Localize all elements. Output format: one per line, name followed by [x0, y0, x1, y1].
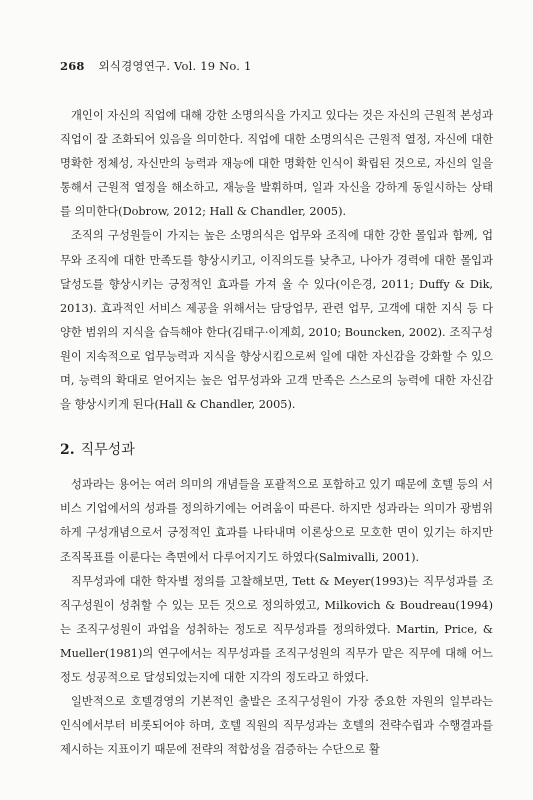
body-paragraph: 조직의 구성원들이 가지는 높은 소명의식은 업무와 조직에 대한 강한 몰입과 함께, 업무와 조직에 대한 만족도를 향상시키고, 이직의도를 낮추고, 나아가 경력에 대한 몰입과 달성도를 향상시키는 긍정적인 효과를 가져 올 수 있다(이은경, 2011; Duffy & Dik, 2013). 효과적인 서비스 제공을 위해서는 담당업무, 관련 업무, 고객에 대한 지식 등 다양한 범위의 지식을 습득해야 한다(김태구·이계희, 2010; Bouncken, 2002). 조직구성원이 지속적으로 업무능력과 지식을 향상시킴으로써 일에 대한 자신감을 강화할 수 있으며, 능력의 확대로 얻어지는 높은 업무성과와 고객 만족은 스스로의 능력에 대한 자신감을 향상시키게 된다(Hall & Chandler, 2005).	[60, 229, 493, 412]
body-paragraph: 개인이 자신의 직업에 대해 강한 소명의식을 가지고 있다는 것은 자신의 근원적 본성과 직업이 잘 조화되어 있음을 의미한다. 직업에 대한 소명의식은 근원적 열정, 자신에 대한 명확한 정체성, 자신만의 능력과 재능에 대한 명확한 인식이 확립된 것으로, 자신의 일을 통해서 근원적 열정을 해소하고, 재능을 발휘하며, 일과 자신을 강하게 동일시하는 상태를 의미한다(Dobrow, 2012; Hall & Chandler, 2005).	[60, 109, 493, 219]
page-number: 268	[60, 59, 85, 73]
body-paragraph: 일반적으로 호텔경영의 기본적인 출발은 조직구성원이 가장 중요한 자원의 일부라는 인식에서부터 비롯되어야 하며, 호텔 직원의 직무성과는 호텔의 전략수립과 수행결과를 제시하는 지표이기 때문에 전략의 적합성을 검증하는 수단으로 활	[60, 695, 493, 757]
journal-title: 외식경영연구. Vol. 19 No. 1	[98, 59, 252, 73]
body-paragraph: 직무성과에 대한 학자별 정의를 고찰해보면, Tett & Meyer(1993)는 직무성과를 조직구성원이 성취할 수 있는 모든 것으로 정의하였고, Milkovich & Boudreau(1994)는 조직구성원이 과업을 성취하는 정도로 직무성과를 정의하였다. Martin, Price, & Mueller(1981)의 연구에서는 직무성과를 조직구성원의 직무가 맡은 직무에 대해 어느 정도 성공적으로 달성되었는지에 대한 지각의 정도라고 하였다.	[60, 574, 493, 684]
section-heading	[60, 439, 493, 461]
section-number: 2.	[60, 442, 75, 459]
section-title: 직무성과	[80, 442, 135, 459]
page-header	[60, 58, 493, 74]
body-paragraph: 성과라는 용어는 여러 의미의 개념들을 포괄적으로 포함하고 있기 때문에 호텔 등의 서비스 기업에서의 성과를 정의하기에는 어려움이 따른다. 하지만 성과라는 의미가 광범위하게 구성개념으로서 긍정적인 효과를 나타내며 이론상으로 모호한 면이 있기는 하지만 조직목표를 이룬다는 측면에서 다루어지기도 하였다(Salmivalli, 2001).	[60, 478, 493, 564]
